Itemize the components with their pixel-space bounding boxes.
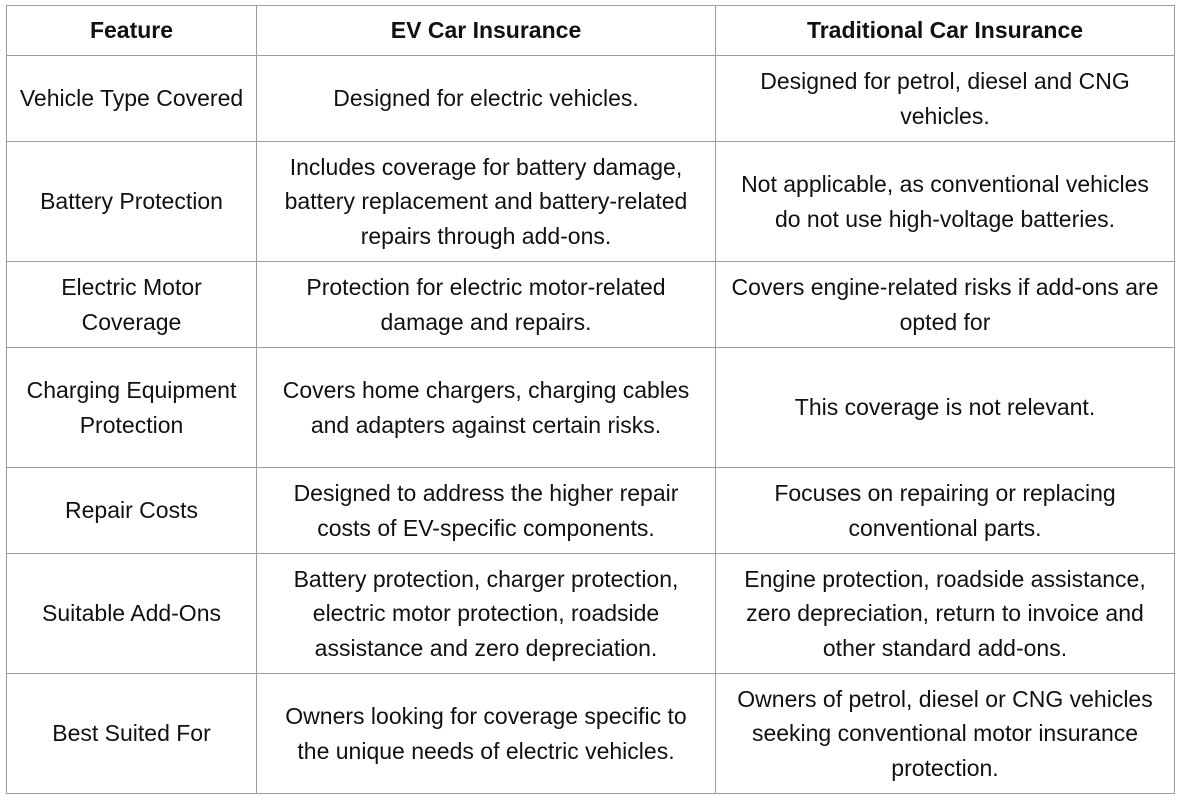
ev-cell: Battery protection, charger protection, electric motor protection, roadside assistance and zero depreciation. — [257, 554, 716, 674]
comparison-table — [6, 5, 1175, 794]
feature-cell: Best Suited For — [7, 674, 257, 794]
table-row — [7, 674, 1175, 794]
traditional-cell: Designed for petrol, diesel and CNG vehicles. — [716, 56, 1175, 142]
table-row — [7, 142, 1175, 262]
table-row — [7, 262, 1175, 348]
header-ev-car-insurance: EV Car Insurance — [257, 6, 716, 56]
ev-cell: Covers home chargers, charging cables and adapters against certain risks. — [257, 348, 716, 468]
header-feature: Feature — [7, 6, 257, 56]
table-row — [7, 348, 1175, 468]
table-row — [7, 468, 1175, 554]
header-traditional-car-insurance: Traditional Car Insurance — [716, 6, 1175, 56]
traditional-cell: Not applicable, as conventional vehicles do not use high-voltage batteries. — [716, 142, 1175, 262]
traditional-cell: Focuses on repairing or replacing conventional parts. — [716, 468, 1175, 554]
table-header-row — [7, 6, 1175, 56]
ev-cell: Designed to address the higher repair costs of EV-specific components. — [257, 468, 716, 554]
feature-cell: Charging Equipment Protection — [7, 348, 257, 468]
table-row — [7, 554, 1175, 674]
ev-cell: Designed for electric vehicles. — [257, 56, 716, 142]
traditional-cell: Owners of petrol, diesel or CNG vehicles seeking conventional motor insurance protection. — [716, 674, 1175, 794]
traditional-cell: Covers engine-related risks if add-ons are opted for — [716, 262, 1175, 348]
table-row — [7, 56, 1175, 142]
traditional-cell: Engine protection, roadside assistance, zero depreciation, return to invoice and other standard add-ons. — [716, 554, 1175, 674]
traditional-cell: This coverage is not relevant. — [716, 348, 1175, 468]
ev-cell: Owners looking for coverage specific to the unique needs of electric vehicles. — [257, 674, 716, 794]
feature-cell: Battery Protection — [7, 142, 257, 262]
ev-cell: Includes coverage for battery damage, battery replacement and battery-related repairs through add-ons. — [257, 142, 716, 262]
feature-cell: Repair Costs — [7, 468, 257, 554]
feature-cell: Vehicle Type Covered — [7, 56, 257, 142]
feature-cell: Electric Motor Coverage — [7, 262, 257, 348]
ev-cell: Protection for electric motor-related damage and repairs. — [257, 262, 716, 348]
feature-cell: Suitable Add-Ons — [7, 554, 257, 674]
